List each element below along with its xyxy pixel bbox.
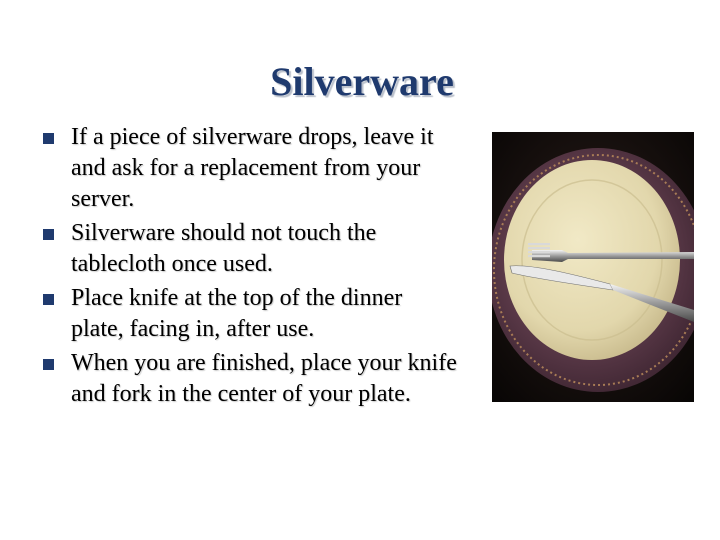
square-bullet-icon: [43, 133, 54, 144]
bullet-item: [40, 218, 460, 280]
bullet-text: If a piece of silverware drops, leave it and ask for a replacement from your server.: [71, 124, 434, 212]
plate-with-knife-and-fork-image: [492, 132, 694, 402]
bullet-text: When you are finished, place your knife and fork in the center of your plate.: [71, 350, 457, 407]
dinner-plate: [504, 160, 680, 360]
square-bullet-icon: [43, 359, 54, 370]
slide-title-text: Silverware: [270, 59, 454, 104]
bullet-item: [40, 348, 460, 410]
bullet-text: Silverware should not touch the tablecloth once used.: [71, 220, 377, 277]
square-bullet-icon: [43, 229, 54, 240]
square-bullet-icon: [43, 294, 54, 305]
slide-title: [0, 58, 720, 106]
bullet-list: [40, 122, 460, 413]
bullet-item: [40, 283, 460, 345]
bullet-item: [40, 122, 460, 215]
bullet-text: Place knife at the top of the dinner plate, facing in, after use.: [71, 285, 403, 342]
